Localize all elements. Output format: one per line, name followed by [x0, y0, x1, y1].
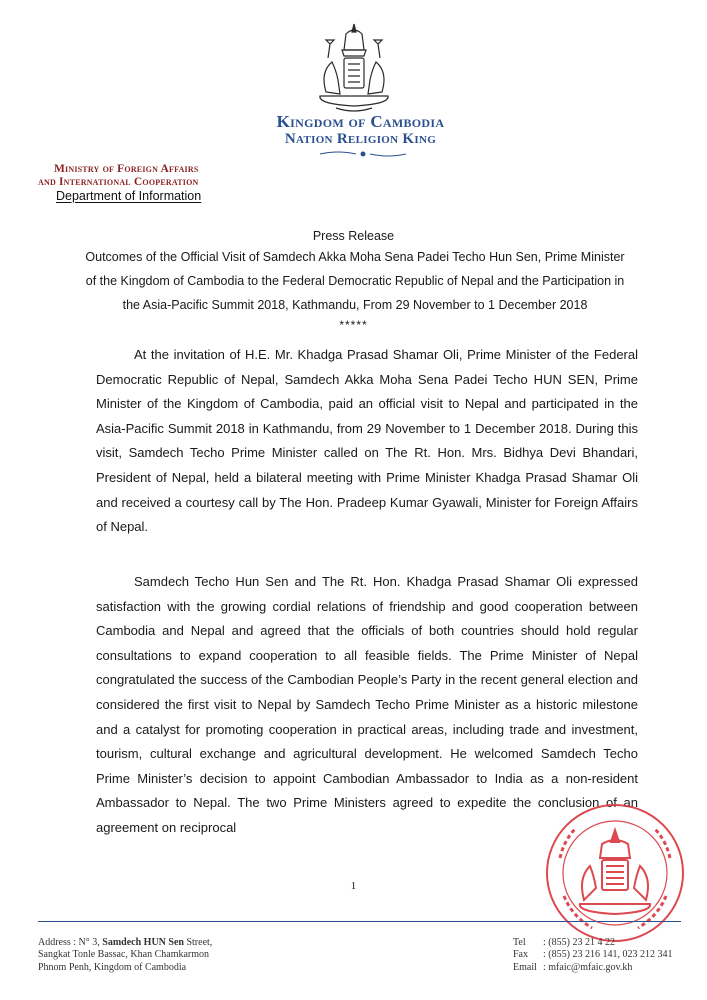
- email-label: Email: [513, 961, 537, 973]
- body-paragraph: At the invitation of H.E. Mr. Khadga Prasad Shamar Oli, Prime Minister of the Federal Democratic Republic of Nepal, Samdech Akka Moha Sena Padei Techo HUN SEN, Prime Minister of the Kingdom of Cambodia, paid an official visit to Nepal and participated in the Asia-Pacific Summit 2018 in Kathmandu, from 29 November to 1 December 2018. During this visit, Samdech Techo Prime Minister called on The Rt. Hon. Mrs. Bidhya Devi Bhandari, President of Nepal, held a bilateral meeting with Prime Minister Khadga Prasad Shamar Oli and received a courtesy call by The Hon. Pradeep Kumar Gyawali, Minister for Foreign Affairs of Nepal.: [96, 347, 638, 535]
- tel-label: Tel: [513, 937, 526, 948]
- address-line: Phnom Penh, Kingdom of Cambodia: [38, 961, 187, 973]
- official-seal-stamp: [540, 800, 690, 946]
- body-paragraph: Samdech Techo Hun Sen and The Rt. Hon. Khadga Prasad Shamar Oli expressed satisfaction with the growing cordial relations of friendship and good cooperation between Cambodia and Nepal and agreed that the officials of both countries should hold regular consultations to expand cooperation to all feasible fields. The Prime Minister of Nepal congratulated the success of the Cambodian People’s Party in the recent general election and considered the first visit to Nepal by Samdech Techo Prime Minister as a historic milestone and a catalyst for promoting cooperation in practical areas, including trade and investment, tourism, cultural exchange and agricultural development. He welcomed Samdech Techo Prime Minister’s decision to appoint Cambodian Ambassador to India as a non-resident Ambassador to Nepal. The two Prime Ministers agreed to expedite the conclusion of an agreement on reciprocal: [96, 574, 638, 835]
- press-release-title: Press Release: [312, 229, 395, 243]
- address-label: Address : N° 3,: [38, 937, 103, 948]
- footer-address: [38, 937, 212, 974]
- tel-value: : (855) 23 21 4 22: [543, 937, 615, 948]
- page-number: 1: [350, 880, 357, 892]
- address-street-suffix: Street,: [183, 937, 213, 948]
- fax-label: Fax: [513, 949, 528, 961]
- footer-contact: [513, 937, 672, 974]
- subtitle-line: Outcomes of the Official Visit of Samdech Akka Moha Sena Padei Techo Hun Sen, Prime Minister: [85, 250, 625, 264]
- kingdom-motto: Nation Religion King: [284, 131, 437, 147]
- subtitle-line: the Asia-Pacific Summit 2018, Kathmandu, From 29 November to 1 December 2018: [122, 298, 588, 312]
- address-street-name: Samdech HUN Sen: [102, 937, 184, 948]
- royal-emblem: [306, 22, 402, 114]
- subtitle-line: of the Kingdom of Cambodia to the Federal Democratic Republic of Nepal and the Participation in: [85, 274, 625, 288]
- address-line: Sangkat Tonle Bassac, Khan Chamkarmon: [38, 949, 210, 961]
- ornament-divider: [318, 150, 408, 158]
- fax-value: : (855) 23 216 141, 023 212 341: [543, 949, 673, 961]
- ministry-name-line2: and International Cooperation: [38, 176, 199, 188]
- kingdom-title: Kingdom of Cambodia: [276, 112, 445, 131]
- email-value: : mfaic@mfaic.gov.kh: [543, 961, 633, 973]
- department-name: Department of Information: [56, 189, 202, 203]
- section-separator: *****: [339, 318, 368, 332]
- ministry-name-line1: Ministry of Foreign Affairs: [54, 163, 199, 175]
- footer-divider: [38, 921, 681, 922]
